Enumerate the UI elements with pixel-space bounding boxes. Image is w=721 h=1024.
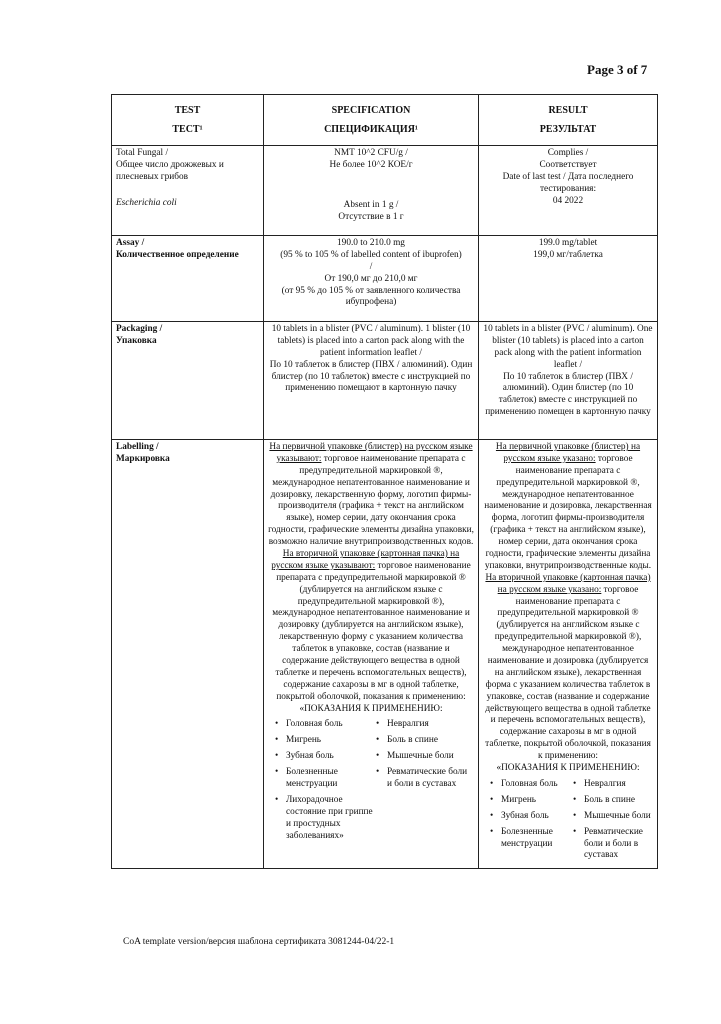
assay-test-cell [112,236,264,322]
list-item: • Лихорадочное состояние при гриппе и простудных заболеваниях» [272,795,373,843]
result-column-header [479,95,658,146]
table-row-assay [112,236,658,322]
list-item: • Ревматические боли и боли в суставах [570,827,653,863]
fungal-spec-1: NMT 10^2 CFU/g / [334,148,408,158]
spec-indications-list [268,719,474,846]
fungal-test-en: Total Fungal / [116,148,169,158]
assay-result-1: 199.0 mg/tablet [538,238,598,248]
fungal-spec-cell [264,146,479,236]
labelling-test-ru: Маркировка [116,453,170,464]
list-item: • Болезненные менструации [487,827,570,863]
spec-indications-title: «ПОКАЗАНИЯ К ПРИМЕНЕНИЮ: [299,703,443,714]
test-column-header [112,95,264,146]
list-item: • Зубная боль [272,751,373,763]
spec-header-ru: СПЕЦИФИКАЦИЯ¹ [324,124,418,135]
assay-spec-2: (95 % to 105 % of labelled content of ibuprofen) [280,249,462,260]
list-item: • Невралгия [373,719,474,731]
result-header-ru: РЕЗУЛЬТАТ [539,124,597,135]
labelling-spec-primary-text: торговое наименование препарата с предупредительной маркировкой ®, международное непатентованное наименование и дозировку, лекарственную форму, логотип фирмы-производителя (графика + текст на английском языке), номер серии, дату окончания срока годности, графические элементы дизайна упаковки, возможно наличие внутрипроизводственных кодов. [268,453,474,548]
list-item: • Боль в спине [373,735,474,747]
assay-result-2: 199,0 мг/таблетка [533,249,603,260]
table-row-labelling [112,440,658,869]
list-item: • Невралгия [570,779,653,791]
list-item: • Головная боль [487,779,570,791]
packaging-result-cell [479,322,658,440]
packaging-spec-en: 10 tablets in a blister (PVC / aluminum). 1 blister (10 tablets) is placed into a carton pack along with the patient information leaflet / [271,324,471,358]
page-number: Page 3 of 7 [587,62,648,77]
labelling-result-cell [479,440,658,869]
spec-header-en: SPECIFICATION [331,105,411,116]
result-indications-list [483,779,653,866]
labelling-result-secondary-text: торговое наименование препарата с предупредительной маркировкой ® (дублируется на английском языке с предупредительной маркировкой ®), международное непатентованное наименование и дозировка (дублируется на английском языке), лекарственная форма с указанием количества таблеток в упаковке, состав (название и содержание действующего вещества в одной таблетке и перечень вспомогательных веществ), содержание сахарозы в мг в одной таблетке, покрытой оболочкой, показания к применению: [485,584,651,762]
list-item: • Мигрень [487,795,570,807]
labelling-spec-secondary [268,549,474,704]
assay-test-ru: Количественное определение [116,249,239,260]
fungal-result-3: Date of last test / Дата последнего тестирования: [502,171,634,194]
ecoli-test-name: Escherichia coli [116,197,177,208]
labelling-result-secondary [483,573,653,763]
test-header-en: TEST [174,105,201,116]
spec-column-header [264,95,479,146]
test-header-ru: ТЕСТ¹ [172,124,203,135]
result-header-en: RESULT [548,105,588,116]
list-item: • Зубная боль [487,811,570,823]
fungal-result-2: Соответствует [539,159,597,170]
labelling-test-cell [112,440,264,869]
table-row-packaging [112,322,658,440]
labelling-result-primary-heading: На первичной упаковке (блистер) на русском языке указано: [495,442,641,464]
packaging-result-ru: По 10 таблеток в блистер (ПВХ / алюминий). Один блистер (по 10 таблеток) вместе с инструкцией по применению помещен в картонную пачку [485,371,651,418]
list-item: • Болезненные менструации [272,767,373,791]
fungal-test-ru: Общее число дрожжевых и плесневых грибов [116,159,224,182]
labelling-result-secondary-heading: На вторичной упаковке (картонная пачка) на русском языке указано: [485,572,651,595]
assay-result-cell [479,236,658,322]
labelling-spec-cell [264,440,479,869]
labelling-spec-secondary-heading: На вторичной упаковке (картонная пачка) на русском языке указывают: [271,549,460,571]
packaging-spec-ru: По 10 таблеток в блистер (ПВХ / алюминий). Один блистер (по 10 таблеток) вместе с инструкцией по применению помещают в картонную пачку [269,359,473,394]
fungal-result-cell [479,146,658,236]
fungal-spec-2: Не более 10^2 КОЕ/г [329,159,413,170]
packaging-test-en: Packaging / [116,324,163,334]
list-item: • Мигрень [272,735,373,747]
assay-spec-1: 190.0 to 210.0 mg [337,238,405,248]
labelling-spec-primary-heading: На первичной упаковке (блистер) на русском языке указывают: [269,442,473,464]
assay-spec-4: От 190,0 мг до 210,0 мг [324,273,418,284]
packaging-spec-cell [264,322,479,440]
list-item: • Боль в спине [570,795,653,807]
packaging-result-en: 10 tablets in a blister (PVC / aluminum). One blister (10 tablets) is placed into a carton pack along with the patient information leaflet / [483,324,653,370]
fungal-test-cell [112,146,264,236]
labelling-spec-primary [268,442,474,549]
result-indications-title: «ПОКАЗАНИЯ К ПРИМЕНЕНИЮ: [496,763,640,774]
assay-spec-5: (от 95 % до 105 % от заявленного количества ибупрофена) [281,285,461,308]
table-row-fungal [112,146,658,236]
packaging-test-ru: Упаковка [116,335,157,346]
table-header-row [112,95,658,146]
packaging-test-cell [112,322,264,440]
labelling-spec-secondary-text: торговое наименование препарата с предупредительной маркировкой ® (дублируется на английском языке с предупредительной маркировкой ®), международное непатентованное наименование и дозировку (дублируется на английском языке), лекарственную форму с указанием количества таблеток в упаковке, состав (название и содержание действующего вещества в одной таблетке и перечень вспомогательных веществ), содержание сахарозы в мг в одной таблетке, покрытой оболочкой, показания к применению: [272,560,471,702]
list-item: • Головная боль [272,719,373,731]
list-item: • Ревматические боли и боли в суставах [373,767,474,791]
assay-test-en: Assay / [116,238,145,248]
fungal-spec-4: Отсутствие в 1 г [338,211,404,222]
labelling-result-primary-text: торговое наименование препарата с предупредительной маркировкой ®, международное непатентованное наименование и дозировка, лекарственная форма, логотип фирмы-производителя (графика + текст на английском языке), номер серии, дата окончания срока годности, графические элементы дизайна упаковки, внутрипроизводственные коды. [484,453,652,571]
fungal-spec-3: Absent in 1 g / [343,199,399,210]
assay-spec-cell [264,236,479,322]
labelling-result-primary [483,442,653,573]
list-item: • Мышечные боли [570,811,653,823]
assay-spec-3: / [369,261,373,272]
fungal-result-1: Complies / [547,148,589,158]
fungal-result-4: 04 2022 [552,195,584,206]
certificate-table [111,94,658,869]
labelling-test-en: Labelling / [116,442,159,452]
list-item: • Мышечные боли [373,751,474,763]
template-version-footer: CoA template version/версия шаблона сертификата 3081244-04/22-1 [123,937,395,947]
